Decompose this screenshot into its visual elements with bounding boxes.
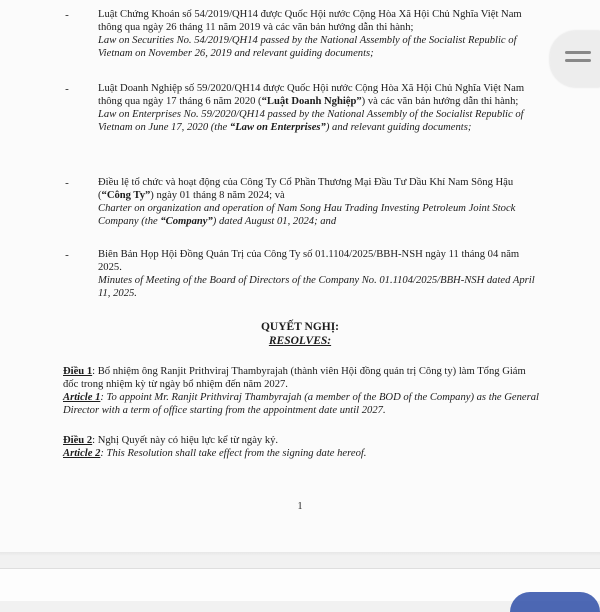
article-1 <box>63 365 543 417</box>
defined-term: “Law on Enterprises” <box>229 121 326 133</box>
page-shadow <box>0 552 600 556</box>
item-text-vi: Luật Chứng Khoán số 54/2019/QH14 được Quốc Hội nước Cộng Hòa Xã Hội Chủ Nghĩa Việt Nam thông qua ngày 26 tháng 11 năm 2019 và các văn bản hướng dẫn thi hành; <box>98 9 522 33</box>
text-part: Luật Doanh Nghiệp số 59/2020/QH14 được Quốc Hội nước Cộng Hòa Xã Hội Chủ Nghĩa Việt Nam thông qua ngày 17 tháng 6 năm 2020 ( <box>98 83 525 107</box>
text-part: Điều lệ tổ chức và hoạt động của Công Ty Cổ Phần Thương Mại Đầu Tư Dầu Khí Nam Sông Hậu ( <box>98 177 514 201</box>
defined-term: “Luật Doanh Nghiệp” <box>261 95 362 107</box>
text-part: ) ngày 01 tháng 8 năm 2024; và <box>150 189 285 201</box>
item-text-en <box>98 203 543 229</box>
resolution-heading-en: RESOLVES: <box>268 335 332 347</box>
text-part: ) dated August 01, 2024; and <box>212 215 337 227</box>
article-text-vi <box>63 365 543 391</box>
article-body-en: : This Resolution shall take effect from the signing date hereof. <box>100 448 367 459</box>
list-item <box>63 83 543 135</box>
list-item <box>63 249 543 301</box>
text-part: Law on Enterprises No. 59/2020/QH14 passed by the National Assembly of the Socialist Republic of Vietnam on June 17, 2020 (the <box>98 108 524 133</box>
hamburger-icon <box>565 51 591 67</box>
bullet: - <box>65 83 69 95</box>
text-part: ) and relevant guiding documents; <box>325 121 472 133</box>
article-body-vi: : Bổ nhiệm ông Ranjit Prithviraj Thambyrajah (thành viên Hội đồng quản trị Công ty) làm Tổng Giám đốc trong nhiệm kỳ từ ngày bổ nhiệm đến năm 2027. <box>63 366 526 390</box>
item-text-vi <box>98 83 543 109</box>
item-text-en: Law on Securities No. 54/2019/QH14 passed by the National Assembly of the Socialist Republic of Vietnam on November 26, 2019 and relevant guiding documents; <box>98 34 517 59</box>
bullet: - <box>65 177 69 189</box>
defined-term: “Công Ty” <box>101 189 151 201</box>
scroll-handle-button[interactable] <box>550 31 600 87</box>
defined-term: “Company” <box>160 215 213 227</box>
article-label-en: Article 1 <box>63 392 101 403</box>
item-text-vi: Biên Bản Họp Hội Đồng Quản Trị của Công Ty số 01.1104/2025/BBH-NSH ngày 11 tháng 04 năm 2025. <box>98 249 520 273</box>
page-number: 1 <box>297 501 303 512</box>
next-page-preview[interactable] <box>0 568 600 601</box>
article-text-en <box>63 391 543 417</box>
article-label-vi: Điều 1 <box>63 366 93 377</box>
resolution-heading-vi: QUYẾT NGHỊ: <box>260 321 340 333</box>
item-text-en: Minutes of Meeting of the Board of Directors of the Company No. 01.1104/2025/BBH-NSH dated April 11, 2025. <box>98 274 535 299</box>
article-body-vi: : Nghị Quyết này có hiệu lực kể từ ngày ký. <box>92 435 279 446</box>
bullet: - <box>65 249 69 261</box>
article-label-vi: Điều 2 <box>63 435 93 446</box>
bullet: - <box>65 9 69 21</box>
text-part: Charter on organization and operation of Nam Song Hau Trading Investing Petroleum Joint Stock Company (the <box>98 202 516 227</box>
article-text-en <box>63 447 543 460</box>
article-text-vi <box>63 434 543 447</box>
item-text-vi <box>98 177 543 203</box>
article-2 <box>63 434 543 460</box>
list-item <box>63 9 543 61</box>
text-part: ) và các văn bản hướng dẫn thi hành; <box>361 95 519 107</box>
article-body-en: : To appoint Mr. Ranjit Prithviraj Thambyrajah (a member of the BOD of the Company) as the General Director with a term of office starting from the appointment date until 2027. <box>63 392 540 416</box>
item-text-en <box>98 109 543 135</box>
list-item <box>63 177 543 229</box>
article-label-en: Article 2 <box>63 448 101 459</box>
next-page-graphic <box>510 592 600 612</box>
